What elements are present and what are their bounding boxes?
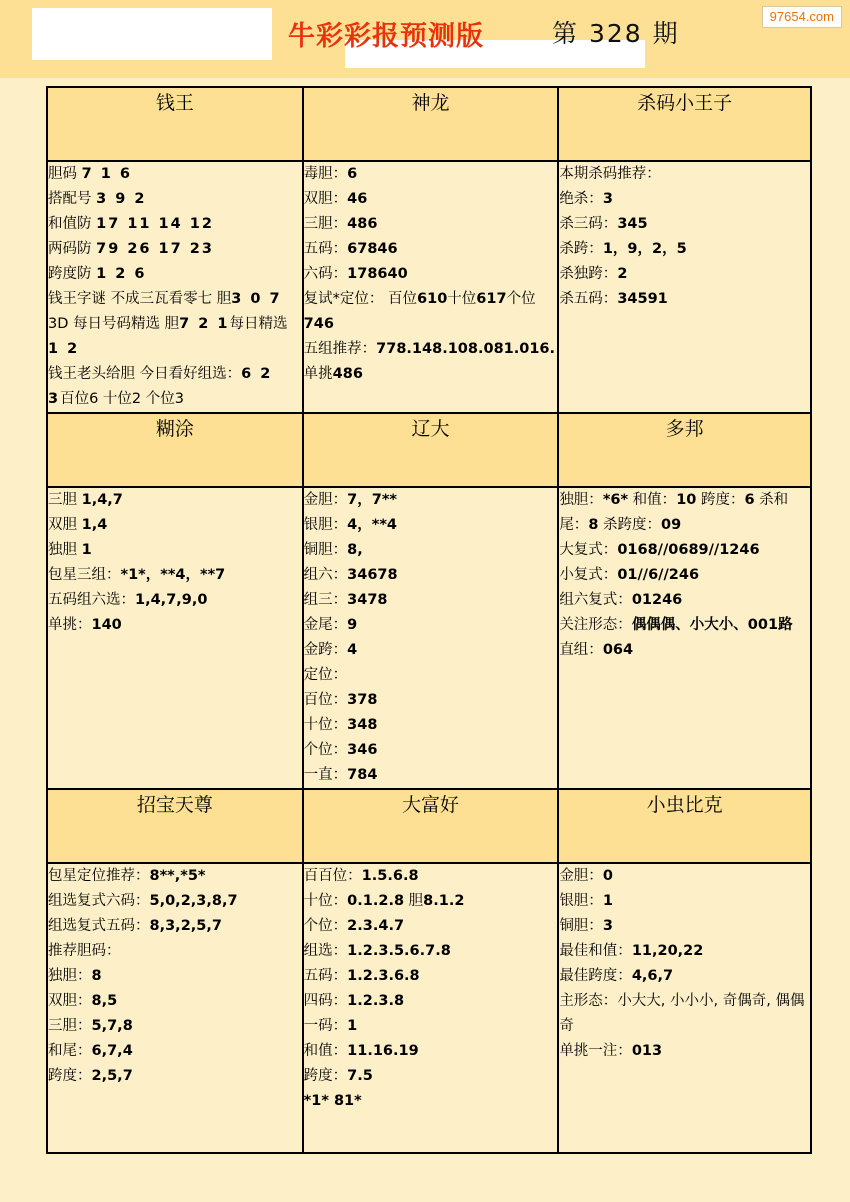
panel-title-8: 小虫比克 bbox=[646, 794, 723, 816]
line: *1* 81* bbox=[303, 1093, 362, 1109]
panel-body-5 bbox=[558, 487, 811, 789]
line: 独胆 1 bbox=[48, 542, 92, 558]
panel-lines-2 bbox=[559, 162, 810, 312]
panel-body-6 bbox=[47, 863, 303, 1153]
panel-body-1 bbox=[303, 161, 559, 413]
line: 跨度：2,5,7 bbox=[48, 1068, 133, 1084]
line: 三胆：5,7,8 bbox=[48, 1018, 133, 1034]
line: 复试*定位： 百位610十位617个位 bbox=[303, 291, 536, 307]
panel-body-8 bbox=[558, 863, 811, 1153]
line: 746 bbox=[303, 316, 334, 332]
panel-title-4: 辽大 bbox=[411, 418, 450, 440]
panel-title-cell-8 bbox=[558, 789, 811, 863]
line: 绝杀：3 bbox=[559, 191, 613, 207]
line: 主形态：小大大, 小小小, 奇偶奇, 偶偶 bbox=[559, 993, 805, 1009]
line: 3百位6 十位2 个位3 bbox=[48, 391, 184, 407]
line: 奇 bbox=[559, 1018, 574, 1034]
line: 个位：2.3.4.7 bbox=[303, 918, 405, 934]
line: 铜胆：3 bbox=[559, 918, 613, 934]
line: 本期杀码推荐： bbox=[559, 166, 661, 182]
line: 杀三码：345 bbox=[559, 216, 648, 232]
panel-title-cell-2 bbox=[558, 87, 811, 161]
panel-lines-0 bbox=[48, 162, 302, 412]
line: 单挑：140 bbox=[48, 617, 122, 633]
panel-title-cell-3 bbox=[47, 413, 303, 487]
line: 六码：178640 bbox=[303, 266, 408, 282]
panel-title-cell-5 bbox=[558, 413, 811, 487]
line: 和值：11.16.19 bbox=[303, 1043, 419, 1059]
line: 十位：348 bbox=[303, 717, 378, 733]
line: 尾：8 杀跨度：09 bbox=[559, 517, 682, 533]
panel-lines-6 bbox=[48, 864, 302, 1089]
panel-body-7 bbox=[303, 863, 559, 1153]
line: 和尾：6,7,4 bbox=[48, 1043, 133, 1059]
line: 银胆：1 bbox=[559, 893, 613, 909]
line: 一直：784 bbox=[303, 767, 378, 783]
line: 金胆：0 bbox=[559, 868, 613, 884]
panel-title-3: 糊涂 bbox=[155, 418, 194, 440]
line: 1 2 bbox=[48, 341, 80, 357]
line: 组六：34678 bbox=[303, 567, 398, 583]
line: 跨度：7.5 bbox=[303, 1068, 373, 1084]
panel-title-5: 多邦 bbox=[665, 418, 704, 440]
forecast-grid bbox=[46, 86, 812, 1154]
line: 跨度防 1 2 6 bbox=[48, 266, 147, 282]
line: 最佳跨度：4,6,7 bbox=[559, 968, 674, 984]
panel-lines-8 bbox=[559, 864, 810, 1064]
line: 大复式：0168//0689//1246 bbox=[559, 542, 760, 558]
line: 组选复式六码：5,0,2,3,8,7 bbox=[48, 893, 238, 909]
line: 五码：1.2.3.6.8 bbox=[303, 968, 420, 984]
panel-lines-1 bbox=[304, 162, 558, 387]
line: 直组：064 bbox=[559, 642, 634, 658]
line: 组选复式五码：8,3,2,5,7 bbox=[48, 918, 222, 934]
panel-title-cell-7 bbox=[303, 789, 559, 863]
line: 五码组六选：1,4,7,9,0 bbox=[48, 592, 208, 608]
panel-title-1: 神龙 bbox=[411, 92, 450, 114]
line: 组六复式：01246 bbox=[559, 592, 683, 608]
panel-title-0: 钱王 bbox=[155, 92, 194, 114]
line: 最佳和值：11,20,22 bbox=[559, 943, 704, 959]
line: 定位： bbox=[303, 667, 348, 683]
line: 关注形态：偶偶偶、小大小、001路 bbox=[559, 617, 793, 633]
line: 双胆 1,4 bbox=[48, 517, 108, 533]
panel-lines-7 bbox=[304, 864, 558, 1114]
panel-body-0 bbox=[47, 161, 303, 413]
panel-lines-3 bbox=[48, 488, 302, 638]
panel-title-cell-4 bbox=[303, 413, 559, 487]
line: 组选：1.2.3.5.6.7.8 bbox=[303, 943, 451, 959]
line: 组三：3478 bbox=[303, 592, 388, 608]
line: 小复式：01//6//246 bbox=[559, 567, 700, 583]
line: 单挑一注：013 bbox=[559, 1043, 663, 1059]
line: 毒胆：6 bbox=[303, 166, 358, 182]
line: 银胆：4，**4 bbox=[303, 517, 397, 533]
line: 钱王老头给胆 今日看好组选：6 2 bbox=[48, 366, 273, 382]
line: 三胆：486 bbox=[303, 216, 378, 232]
panel-body-4 bbox=[303, 487, 559, 789]
panel-title-7: 大富好 bbox=[401, 794, 459, 816]
line: 杀独跨：2 bbox=[559, 266, 628, 282]
line: 独胆：*6* 和值：10 跨度：6 杀和 bbox=[559, 492, 789, 508]
line: 包星三组：*1*，**4，**7 bbox=[48, 567, 226, 583]
line: 三胆 1,4,7 bbox=[48, 492, 123, 508]
panel-lines-5 bbox=[559, 488, 810, 663]
page-title: 牛彩彩报预测版 bbox=[288, 21, 484, 52]
line: 独胆：8 bbox=[48, 968, 102, 984]
issue-number: 第 328 期 bbox=[552, 19, 680, 48]
line: 金跨：4 bbox=[303, 642, 358, 658]
line: 杀跨：1，9，2，5 bbox=[559, 241, 687, 257]
panel-title-2: 杀码小王子 bbox=[637, 92, 733, 114]
panel-title-cell-0 bbox=[47, 87, 303, 161]
line: 杀五码：34591 bbox=[559, 291, 668, 307]
page-header bbox=[0, 0, 850, 78]
line: 胆码 7 1 6 bbox=[48, 166, 132, 182]
line: 两码防 79 26 17 23 bbox=[48, 241, 214, 257]
line: 个位：346 bbox=[303, 742, 378, 758]
line: 包星定位推荐：8**,*5* bbox=[48, 868, 206, 884]
line: 金尾：9 bbox=[303, 617, 358, 633]
panel-title-cell-1 bbox=[303, 87, 559, 161]
line: 十位：0.1.2.8 胆8.1.2 bbox=[303, 893, 465, 909]
panel-lines-4 bbox=[304, 488, 558, 788]
line: 3D 每日号码精选 胆7 2 1每日精选 bbox=[48, 316, 288, 332]
header-left-blank bbox=[32, 8, 272, 60]
line: 铜胆：8, bbox=[303, 542, 363, 558]
line: 金胆：7，7** bbox=[303, 492, 397, 508]
line: 百位：378 bbox=[303, 692, 378, 708]
panel-title-cell-6 bbox=[47, 789, 303, 863]
line: 一码：1 bbox=[303, 1018, 358, 1034]
line: 推荐胆码： bbox=[48, 943, 121, 959]
line: 五码：67846 bbox=[303, 241, 398, 257]
panel-title-6: 招宝天尊 bbox=[136, 794, 213, 816]
line: 四码：1.2.3.8 bbox=[303, 993, 405, 1009]
line: 双胆：46 bbox=[303, 191, 368, 207]
line: 五组推荐：778.148.108.081.016. bbox=[303, 341, 556, 357]
line: 百百位：1.5.6.8 bbox=[303, 868, 419, 884]
line: 双胆：8,5 bbox=[48, 993, 118, 1009]
line: 搭配号 3 9 2 bbox=[48, 191, 147, 207]
line: 钱王字谜 不成三瓦看零七 胆3 0 7 bbox=[48, 291, 282, 307]
panel-body-2 bbox=[558, 161, 811, 413]
panel-body-3 bbox=[47, 487, 303, 789]
line: 单挑486 bbox=[303, 366, 363, 382]
line: 和值防 17 11 14 12 bbox=[48, 216, 214, 232]
site-watermark: 97654.com bbox=[762, 6, 842, 28]
